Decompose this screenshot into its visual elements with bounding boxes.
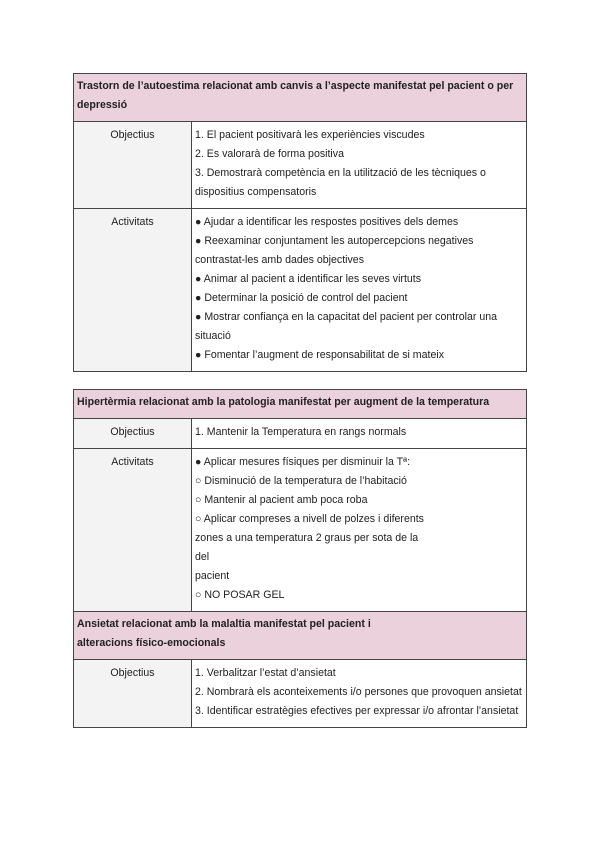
objective-item: 2. Es valorarà de forma positiva xyxy=(195,148,344,160)
activity-item: ● Reexaminar conjuntament les autopercepcions negatives contrastat-les amb dades objectives xyxy=(195,235,474,266)
objective-item: 1. Mantenir la Temperatura en rangs normals xyxy=(195,426,407,438)
diagnosis-title-text: Ansietat relacionat amb la malaltia manifestat pel pacient i alteracions físico-emocionals xyxy=(77,618,371,649)
activity-item: ● Fomentar l’augment de responsabilitat de si mateix xyxy=(195,349,444,361)
activities-label: Activitats xyxy=(74,209,192,372)
diagnosis-title: Trastorn de l’autoestima relacionat amb canvis a l’aspecte manifestat pel pacient o per depressió xyxy=(74,74,527,122)
diagnosis-title xyxy=(74,612,527,660)
activity-subitem: ○ Mantenir al pacient amb poca roba xyxy=(195,494,368,506)
objectives-label: Objectius xyxy=(74,122,192,209)
care-plan-table-anxiety xyxy=(73,611,527,728)
activity-item: ● Ajudar a identificar les respostes positives dels demes xyxy=(195,216,459,228)
objectives-label: Objectius xyxy=(74,660,192,728)
activity-item: ● Animar al pacient a identificar les seves virtuts xyxy=(195,273,422,285)
objective-item: 2. Nombrarà els aconteixements i/o persones que provoquen ansietat xyxy=(195,686,522,698)
diagnosis-title: Hipertèrmia relacionat amb la patologia manifestat per augment de la temperatura xyxy=(74,390,527,419)
activity-item: ● Aplicar mesures físiques per disminuir la Tª: xyxy=(195,456,411,468)
objectives-list xyxy=(192,419,527,449)
activity-item: ● Mostrar confiança en la capacitat del pacient per controlar una situació xyxy=(195,311,498,342)
activities-label: Activitats xyxy=(74,449,192,612)
objectives-list xyxy=(192,122,527,209)
objective-item: 1. Verbalitzar l’estat d’ansietat xyxy=(195,667,336,679)
care-plan-table-self-esteem xyxy=(73,73,527,372)
activities-list xyxy=(192,209,527,372)
objectives-list xyxy=(192,660,527,728)
activity-subitem: ○ Aplicar compreses a nivell de polzes i diferents zones a una temperatura 2 graus per sota de la del xyxy=(195,513,424,563)
objective-item: 3. Demostrarà competència en la utilització de les tècniques o dispositius compensatoris xyxy=(195,167,486,198)
objective-item: 3. Identificar estratègies efectives per expressar i/o afrontar l’ansietat xyxy=(195,705,519,717)
activity-subitem-continued: pacient xyxy=(195,570,230,582)
objective-item: 1. El pacient positivarà les experiències viscudes xyxy=(195,129,425,141)
activities-list xyxy=(192,449,527,612)
activity-subitem: ○ NO POSAR GEL xyxy=(195,589,285,601)
objectives-label: Objectius xyxy=(74,419,192,449)
activity-subitem: ○ Disminució de la temperatura de l’habitació xyxy=(195,475,407,487)
activity-item: ● Determinar la posició de control del pacient xyxy=(195,292,408,304)
care-plan-table-hyperthermia xyxy=(73,389,527,612)
